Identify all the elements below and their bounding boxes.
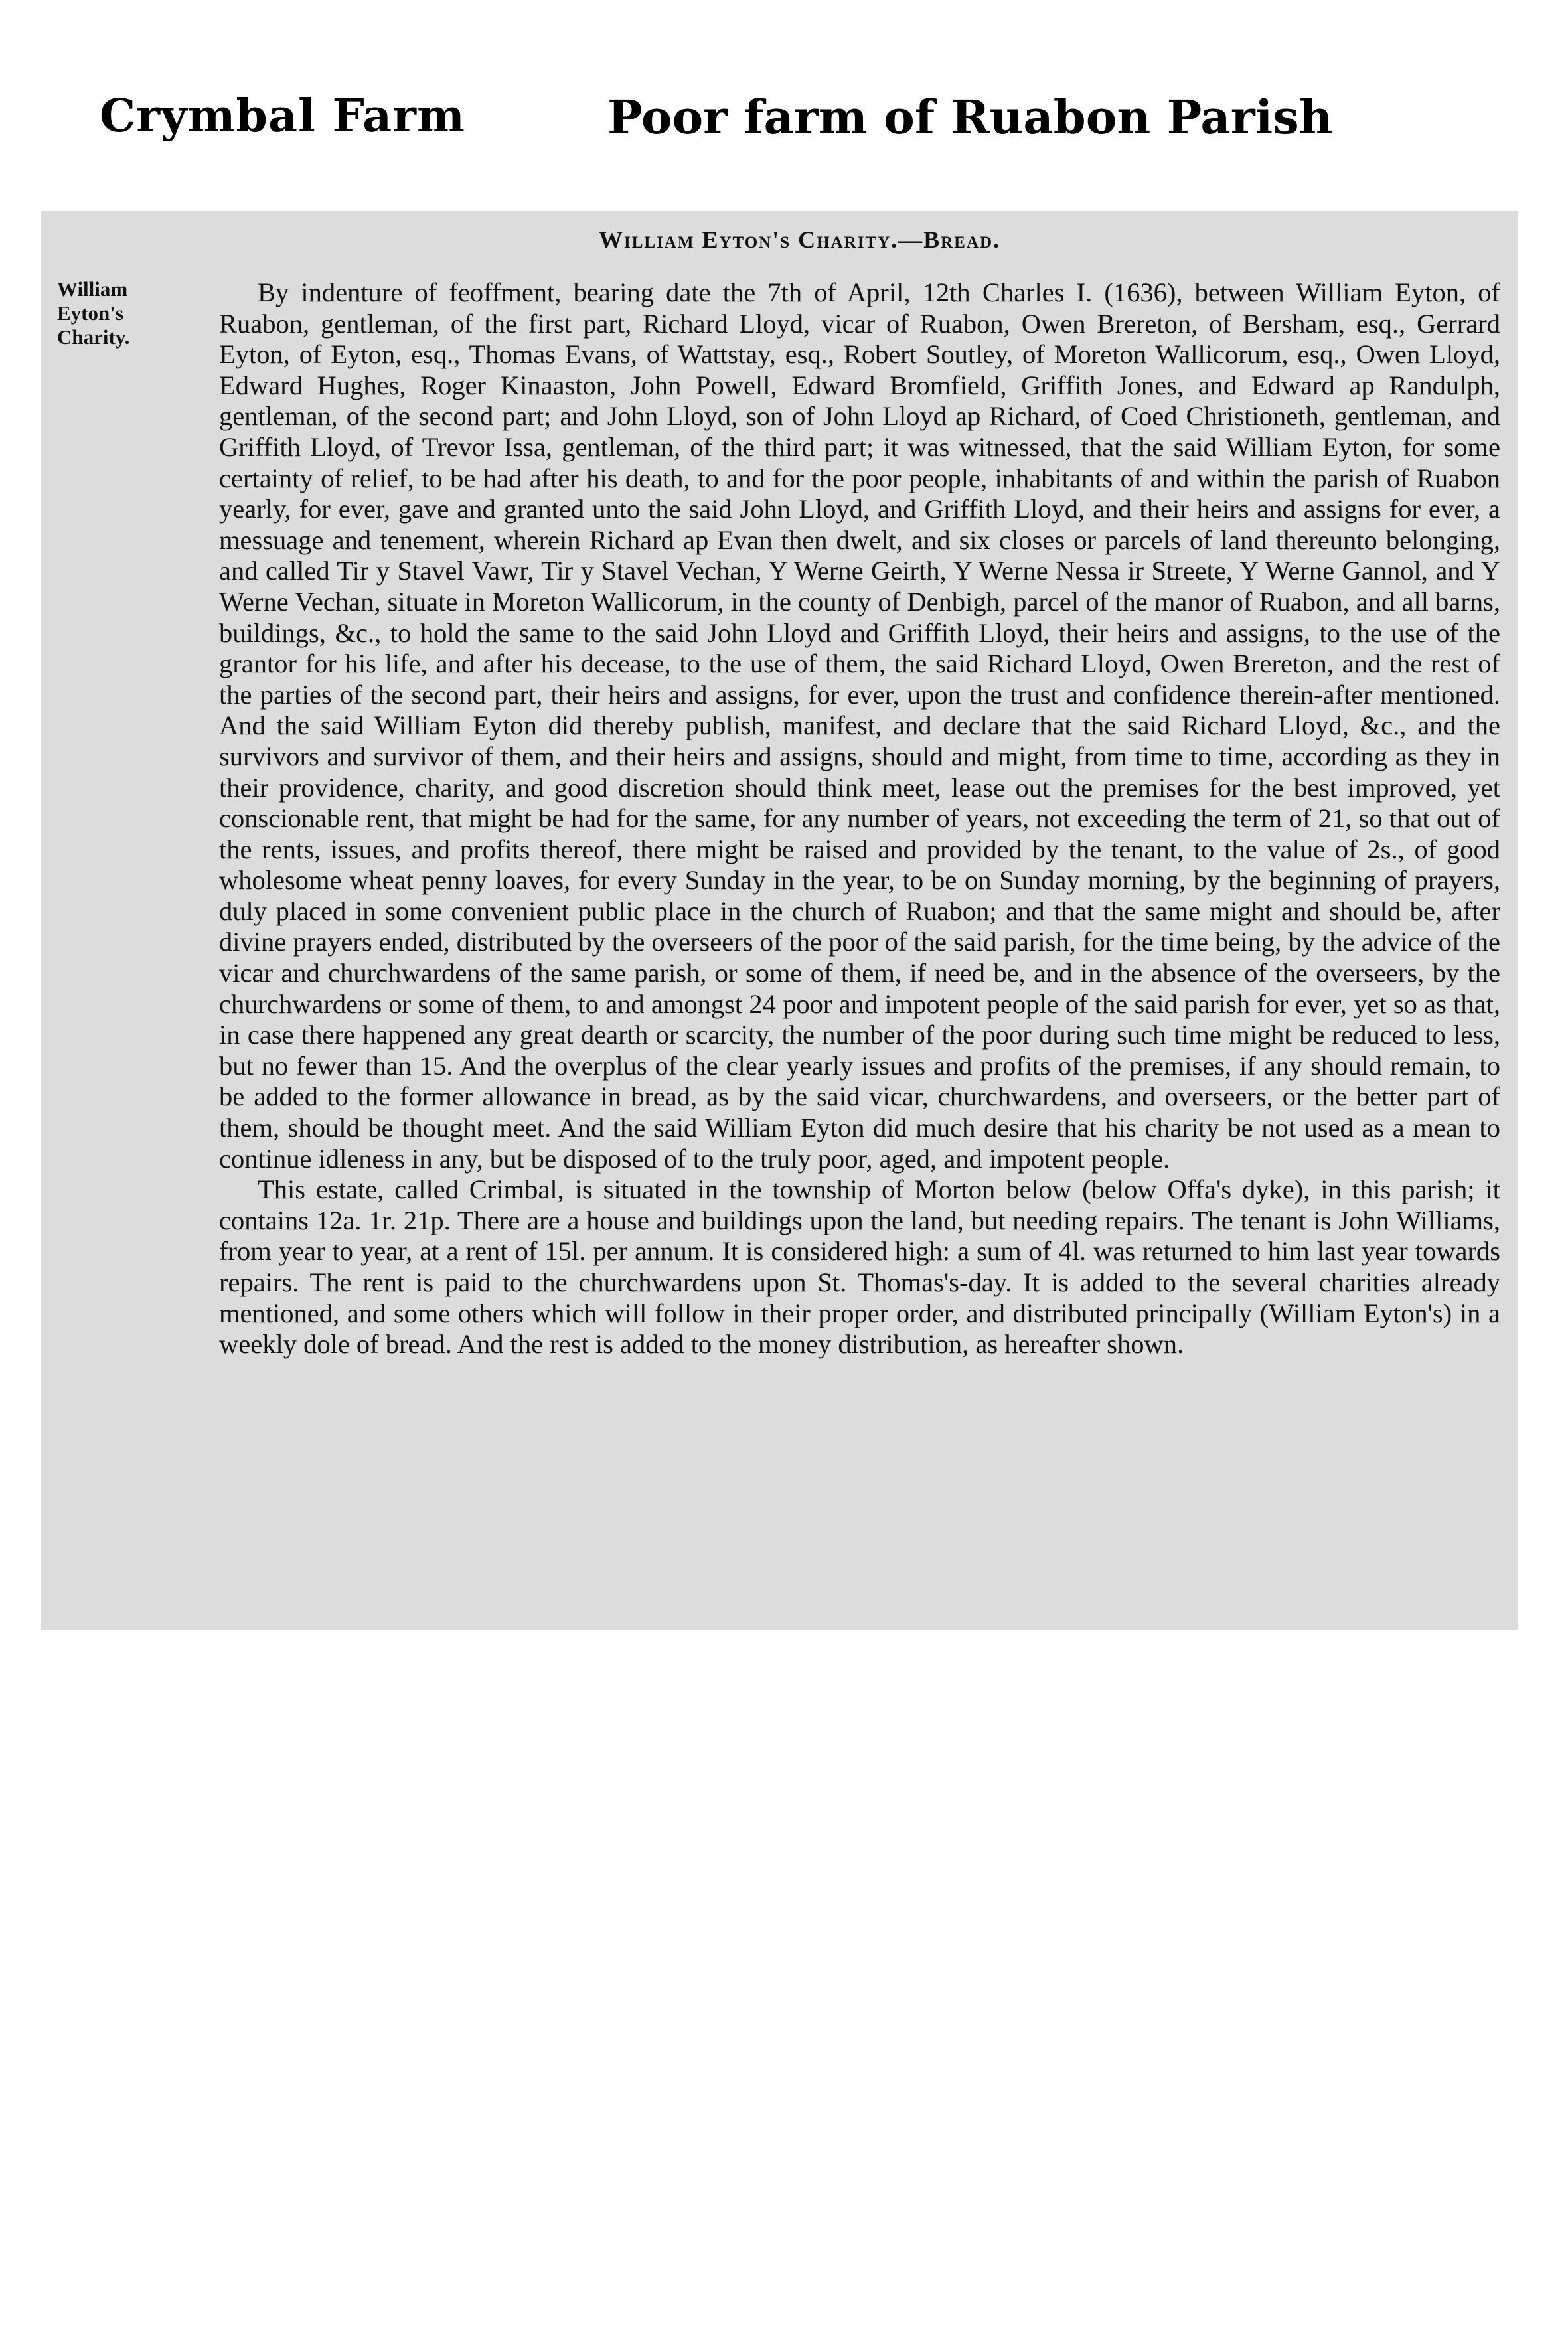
scanned-page	[41, 211, 1518, 1630]
page-title: Crymbal Farm	[100, 90, 465, 143]
body-text	[219, 277, 1500, 1360]
margin-note-line: Charity.	[57, 325, 130, 349]
paragraph: By indenture of feoffment, bearing date the 7th of April, 12th Charles I. (1636), between William Eyton, of Ruabon, gentleman, of the first part, Richard Lloyd, vicar of Ruabon, Owen Brereton, of Bersham, esq., Gerrard Eyton, of Eyton, esq., Thomas Evans, of Wattstay, esq., Robert Soutley, of Moreton Wallicorum, esq., Owen Lloyd, Edward Hughes, Roger Kinaaston, John Powell, Edward Bromfield, Griffith Jones, and Edward ap Randulph, gentleman, of the second part; and John Lloyd, son of John Lloyd ap Richard, of Coed Christioneth, gentleman, and Griffith Lloyd, of Trevor Issa, gentleman, of the third part; it was witnessed, that the said William Eyton, for some certainty of relief, to be had after his death, to and for the poor people, inhabitants of and within the parish of Ruabon yearly, for ever, gave and granted unto the said John Lloyd, and Griffith Lloyd, and their heirs and assigns for ever, a messuage and tenement, wherein Richard ap Evan then dwelt, and six closes or parcels of land thereunto belonging, and called Tir y Stavel Vawr, Tir y Stavel Vechan, Y Werne Geirth, Y Werne Nessa ir Streete, Y Werne Gannol, and Y Werne Vechan, situate in Moreton Wallicorum, in the county of Denbigh, parcel of the manor of Ruabon, and all barns, buildings, &c., to hold the same to the said John Lloyd and Griffith Lloyd, their heirs and assigns, to the use of the grantor for his life, and after his decease, to the use of them, the said Richard Lloyd, Owen Brereton, and the rest of the parties of the second part, their heirs and assigns, for ever, upon the trust and confidence therein-after mentioned. And the said William Eyton did thereby publish, manifest, and declare that the said Richard Lloyd, &c., and the survivors and survivor of them, and their heirs and assigns, should and might, from time to time, according as they in their providence, charity, and good discretion should think meet, lease out the premises for the best improved, yet conscionable rent, that might be had for the same, for any number of years, not exceeding the term of 21, so that out of the rents, issues, and profits thereof, there might be raised and provided by the tenant, to the value of 2s., of good wholesome wheat penny loaves, for every Sunday in the year, to be on Sunday morning, by the beginning of prayers, duly placed in some convenient public place in the church of Ruabon; and that the same might and should be, after divine prayers ended, distributed by the overseers of the poor of the said parish, for the time being, by the advice of the vicar and churchwardens of the same parish, or some of them, if need be, and in the absence of the overseers, by the churchwardens or some of them, to and amongst 24 poor and impotent people of the said parish for ever, yet so as that, in case there happened any great dearth or scarcity, the number of the poor during such time might be reduced to less, but no fewer than 15. And the overplus of the clear yearly issues and profits of the premises, if any should remain, to be added to the former allowance in bread, as by the said vicar, churchwardens, and overseers, or the better part of them, should be thought meet. And the said William Eyton did much desire that his charity be not used as a mean to continue idleness in any, but be disposed of to the truly poor, aged, and impotent people.	[219, 277, 1500, 1174]
page-subtitle: Poor farm of Ruabon Parish	[607, 90, 1333, 145]
margin-note-line: William	[57, 277, 128, 301]
paragraph: This estate, called Crimbal, is situated in the township of Morton below (below Offa's dyke), in this parish; it contains 12a. 1r. 21p. There are a house and buildings upon the land, but needing repairs. The tenant is John Williams, from year to year, at a rent of 15l. per annum. It is considered high: a sum of 4l. was returned to him last year towards repairs. The rent is paid to the churchwardens upon St. Thomas's-day. It is added to the several charities already mentioned, and some others which will follow in their proper order, and distributed principally (William Eyton's) in a weekly dole of bread. And the rest is added to the money distribution, as hereafter shown.	[219, 1174, 1500, 1360]
section-heading: William Eyton's Charity.—Bread.	[598, 226, 1000, 253]
margin-note	[57, 277, 183, 349]
margin-note-line: Eyton's	[57, 301, 123, 325]
